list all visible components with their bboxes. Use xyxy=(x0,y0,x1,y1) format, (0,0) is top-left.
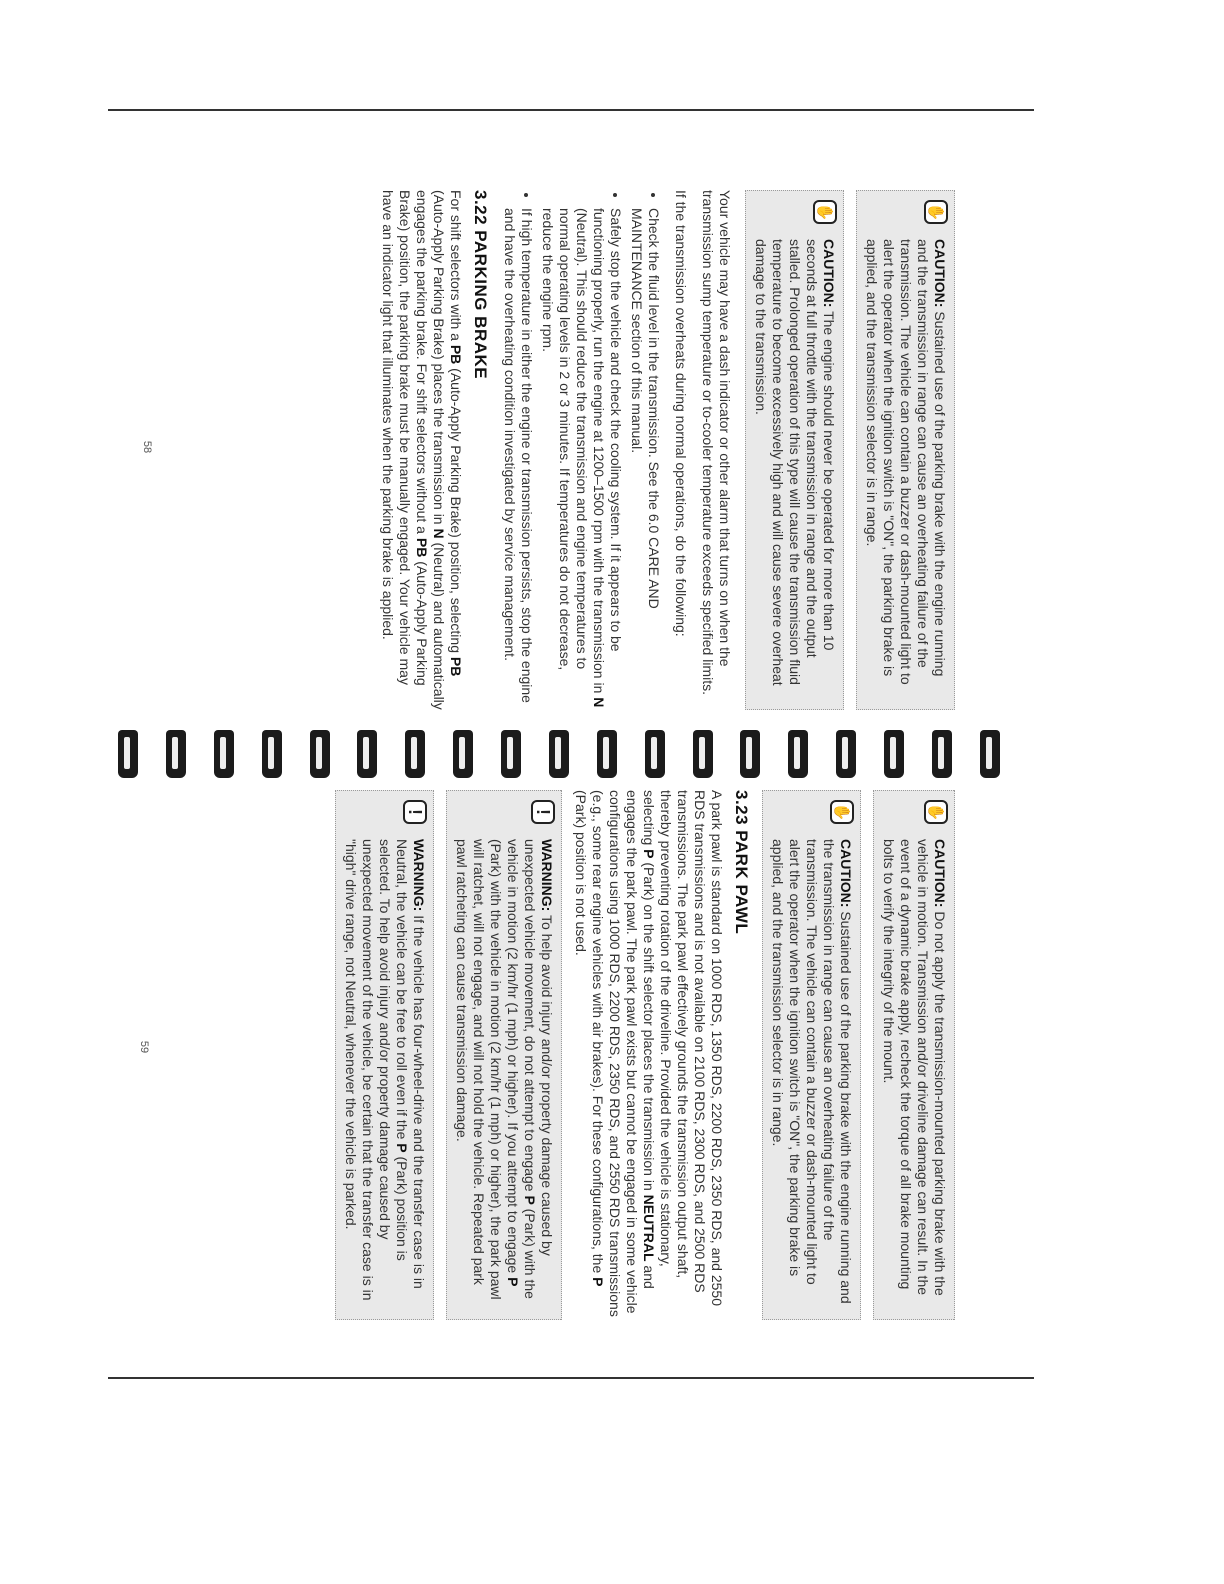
caution-text: Sustained use of the parking brake with the engine running and the transmission in range can cause an overheating failure of the transmission. The vehicle can contain a buzzer or dash-mounted light to alert the operator when the ignition switch is "ON", the parking brake is applied, and the transmission selector is in range. xyxy=(864,239,948,685)
caution-text: Sustained use of the parking brake with the engine running and the transmission in range can cause an overheating failure of the transmission. The vehicle can contain a buzzer or dash-mounted light to alert the operator when the ignition switch is "ON", the parking brake is applied, and the transmission selector is in range. xyxy=(770,839,854,1304)
binding-ring xyxy=(788,730,808,778)
caution-hand-icon: ✋ xyxy=(830,800,854,824)
caution-hand-icon: ✋ xyxy=(924,800,948,824)
caution-text: Do not apply the transmission-mounted parking brake with the vehicle in motion. Transmission and/or driveline damage can result. In the event of a dynamic brake apply, recheck the torque of all brake mounting bolts to verify the integrity of the mount. xyxy=(881,839,948,1296)
binding-ring xyxy=(405,730,425,778)
binding-ring xyxy=(884,730,904,778)
binding-ring xyxy=(357,730,377,778)
binding-ring xyxy=(501,730,521,778)
page-58 xyxy=(255,190,955,710)
binding-ring xyxy=(549,730,569,778)
warning-park-in-motion: ! WARNING: To help avoid injury and/or property damage caused by unexpected vehicle movement, do not attempt to engage P (Park) with the vehicle in motion (2 km/hr (1 mph) or higher). If you attempt to engage P (Park) with the vehicle in motion (2 km/hr (1 mph) or higher), the park pawl will ratchet, will not engage, and will not hold the vehicle. Repeated park pawl ratcheting can cause transmission damage. xyxy=(446,790,562,1320)
warning-label: WARNING: xyxy=(539,839,555,912)
list-item: • Check the fluid level in the transmission. See the 6.0 CARE AND MAINTENANCE section of this manual. xyxy=(628,208,662,710)
binding-ring xyxy=(310,730,330,778)
binding-ring xyxy=(118,730,138,778)
caution-parking-brake-overheat xyxy=(856,190,955,710)
page-number-58: 58 xyxy=(141,440,154,454)
caution-label: CAUTION: xyxy=(821,239,837,308)
caution-label: CAUTION: xyxy=(932,839,948,908)
binding-ring xyxy=(645,730,665,778)
caution-motion-parking-brake xyxy=(873,790,955,1320)
binding-ring xyxy=(836,730,856,778)
top-rule xyxy=(108,109,1034,111)
binding-ring xyxy=(932,730,952,778)
binding-ring xyxy=(597,730,617,778)
binding-ring xyxy=(980,730,1000,778)
binding-ring xyxy=(693,730,713,778)
bottom-rule xyxy=(108,1377,1034,1379)
paragraph-dash-indicator: Your vehicle may have a dash indicator or other alarm that turns on when the transmission sump temperature or to-cooler temperature exceeds specified limits. xyxy=(700,190,733,695)
list-item: • If high temperature in either the engine or transmission persists, stop the engine and have the overheating condition investigated by service management. xyxy=(501,208,535,710)
caution-hand-icon: ✋ xyxy=(924,200,948,224)
spiral-binding xyxy=(118,728,1000,780)
caution-full-throttle xyxy=(745,190,844,710)
binding-ring xyxy=(214,730,234,778)
caution-label: CAUTION: xyxy=(932,239,948,308)
warning-exclamation-icon: ! xyxy=(531,800,555,824)
section-heading-parking-brake: 3.22 PARKING BRAKE xyxy=(471,190,490,380)
section-heading-park-pawl: 3.23 PARK PAWL xyxy=(732,790,751,935)
warning-four-wheel-drive: ! WARNING: If the vehicle has four-wheel-drive and the transfer case is in Neutral, the vehicle can be free to roll even if the P (Park) position is selected. To help avoid injury and/or property damage caused by unexpected movement of the vehicle, be certain that the transfer case is in "high" drive range, not Neutral, whenever the vehicle is parked. xyxy=(335,790,434,1320)
paragraph-parking-brake: For shift selectors with a PB (Auto-Apply Parking Brake) position, selecting PB (Auto-Apply Parking Brake) places the transmission in N (Neutral) and automatically engages the parking brake. For shift selectors without a PB (Auto-Apply Parking Brake) position, the parking brake must be manually engaged. Your vehicle may have an indicator light that illuminates when the parking brake is applied. xyxy=(380,190,464,710)
caution-label: CAUTION: xyxy=(838,839,854,908)
list-item: • Safely stop the vehicle and check the cooling system. If it appears to be functioning properly, run the engine at 1200–1500 rpm with the transmission in N (Neutral). This should reduce the transmission and engine temperatures to normal operating levels in 2 or 3 minutes. If temperatures do not decrease, reduce the engine rpm. xyxy=(539,208,624,710)
paragraph-park-pawl: A park pawl is standard on 1000 RDS, 1350 RDS, 2200 RDS, 2350 RDS, and 2550 RDS transmissions and is not available on 2100 RDS, 2300 RDS, and 2500 RDS transmissions. The park pawl effectively grounds the transmission output shaft, thereby preventing rotation of the driveline. Provided the vehicle is stationary, selecting P (Park) on the shift selector places the transmission in NEUTRAL and engages the park pawl. The park pawl exists but cannot be engaged in some vehicle configurations using 1000 RDS, 2200 RDS, 2350 RDS, and 2550 RDS transmissions (e.g., some rear engine vehicles with air brakes). For these configurations, the P (Park) position is not used. xyxy=(573,790,725,1317)
page-number-59: 59 xyxy=(138,1040,151,1054)
caution-parking-brake-overheat xyxy=(762,790,861,1320)
page-59 xyxy=(195,790,955,1320)
overheat-steps-list xyxy=(501,190,662,710)
warning-label: WARNING: xyxy=(411,839,427,912)
warning-exclamation-icon: ! xyxy=(403,800,427,824)
binding-ring xyxy=(262,730,282,778)
binding-ring xyxy=(166,730,186,778)
caution-hand-icon: ✋ xyxy=(813,200,837,224)
binding-ring xyxy=(453,730,473,778)
paragraph-overheat-intro: If the transmission overheats during normal operations, do the following: xyxy=(673,190,689,637)
caution-text: The engine should never be operated for more than 10 seconds at full throttle with the transmission in range and the output stalled. Prolonged operation of this type will cause the transmission fluid temperature to become excessively high and will cause severe overheat damage to the transmission. xyxy=(753,239,837,686)
binding-ring xyxy=(740,730,760,778)
